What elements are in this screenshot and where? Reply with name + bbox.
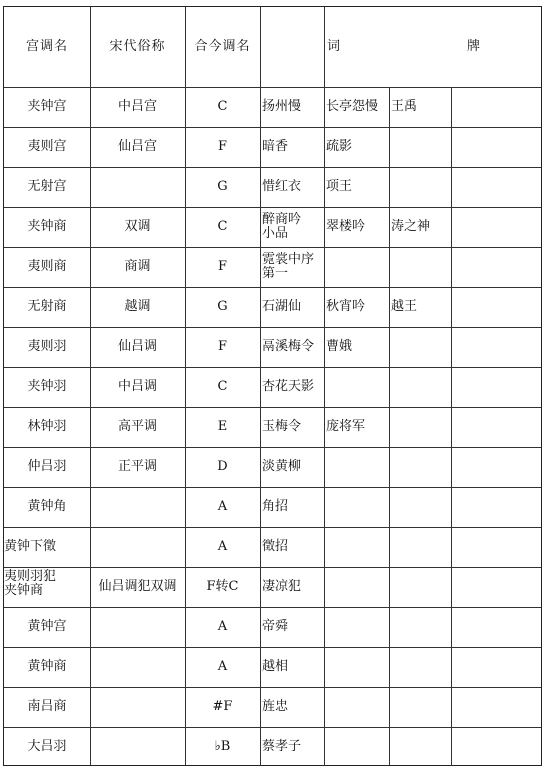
mode-name-cell: 夷则羽 [27,339,67,354]
mode-name-cell: 黄钟商 [27,659,67,674]
tune-title-cell [451,727,541,767]
tune-title-cell: 旌忠 [262,699,289,714]
song-common-name-cell: 中吕调 [117,379,157,394]
tune-title-cell: 角招 [262,499,289,514]
tune-title-cell: 徵招 [262,539,289,554]
song-common-name-cell: 高平调 [117,419,157,434]
tune-title-cell [389,527,451,567]
tune-title-cell [389,367,451,407]
table-row [4,407,541,447]
header-hejin: 合今调名 [194,39,251,54]
modern-key-cell: A [217,659,228,674]
tune-title-cell [389,487,451,527]
table-row [4,647,541,687]
table-row [4,567,541,607]
tune-title-cell: 杏花天影 [262,379,315,394]
modern-key-cell: F转C [206,579,239,594]
tune-title-cell [389,127,451,167]
mode-name-cell: 黄钟宫 [27,619,67,634]
tune-title-cell: 秋宵吟 [326,299,366,314]
tune-title-cell [324,367,389,407]
mode-name-cell: 无射商 [27,299,67,314]
table-row [4,367,541,407]
mode-name-cell: 南吕商 [27,699,67,714]
tune-title-cell [324,447,389,487]
tune-title-cell: 王禹 [391,99,418,114]
tune-title-cell: 越王 [391,299,418,314]
tune-title-cell: 越相 [262,659,289,674]
song-common-name-cell [90,727,185,767]
tune-title-cell [324,607,389,647]
tune-title-cell [451,567,541,607]
tune-title-cell [389,167,451,207]
table-row [4,207,541,247]
song-common-name-cell [90,527,185,567]
song-common-name-cell: 正平调 [117,459,157,474]
tune-title-cell: 霓裳中序 第一 [262,252,315,281]
tune-title-cell [451,287,541,327]
modern-key-cell: A [217,619,228,634]
song-common-name-cell [90,487,185,527]
tune-title-cell [389,727,451,767]
tune-title-cell [451,487,541,527]
table-row [4,607,541,647]
tune-title-cell [324,687,389,727]
table-row [4,447,541,487]
modern-key-cell: A [217,539,228,554]
tune-title-cell [451,167,541,207]
tune-title-cell [389,407,451,447]
tune-title-cell [389,247,451,287]
mode-name-cell: 夷则羽犯 夹钟商 [4,569,57,598]
modern-key-cell: F [217,339,228,354]
tune-title-cell [451,607,541,647]
mode-name-cell: 夷则商 [27,259,67,274]
table-row [4,247,541,287]
modern-key-cell: E [217,419,228,434]
tune-title-cell [324,487,389,527]
table-row [4,527,541,567]
tune-title-cell [324,247,389,287]
tune-title-cell [389,447,451,487]
mode-name-cell: 仲吕羽 [27,459,67,474]
tune-title-cell [451,87,541,127]
song-common-name-cell [90,687,185,727]
modern-key-cell: A [217,499,228,514]
tune-title-cell: 暗香 [262,139,289,154]
tune-title-cell: 凄凉犯 [262,579,302,594]
song-common-name-cell [90,167,185,207]
modern-key-cell: ♭B [214,739,231,754]
tune-title-cell: 蔡孝子 [262,739,302,754]
song-common-name-cell [90,647,185,687]
tune-title-cell: 淡黄柳 [262,459,302,474]
header-gongdiao: 宫调名 [25,39,68,54]
song-common-name-cell: 中吕宫 [117,99,157,114]
tune-title-cell [389,607,451,647]
table-row [4,487,541,527]
tune-mode-table [3,6,542,766]
header-ci: 词 [326,39,341,54]
song-common-name-cell: 仙吕调犯双调 [98,579,177,594]
modern-key-cell: #F [212,699,233,714]
tune-title-cell [324,567,389,607]
tune-title-cell: 项王 [326,179,353,194]
tune-title-cell: 石湖仙 [262,299,302,314]
modern-key-cell: G [217,179,228,194]
modern-key-cell: F [217,259,228,274]
mode-name-cell: 黄钟下徵 [4,539,57,554]
mode-name-cell: 夹钟商 [27,219,67,234]
tune-title-cell: 醉商吟 小品 [262,212,302,241]
modern-key-cell: G [217,299,228,314]
tune-title-cell: 疏影 [326,139,353,154]
header-songdai: 宋代俗称 [109,39,166,54]
table-row [4,727,541,767]
mode-name-cell: 大吕羽 [27,739,67,754]
tune-title-cell: 鬲溪梅令 [262,339,315,354]
tune-title-cell: 扬州慢 [262,99,302,114]
modern-key-cell: D [217,459,228,474]
tune-title-cell [451,207,541,247]
tune-title-cell [451,127,541,167]
modern-key-cell: F [217,139,228,154]
tune-title-cell: 长亭怨慢 [326,99,379,114]
tune-title-cell: 惜红衣 [262,179,302,194]
table-row [4,327,541,367]
tune-title-cell [451,407,541,447]
tune-title-cell: 曹娥 [326,339,353,354]
tune-title-cell: 帝舜 [262,619,289,634]
tune-title-cell: 庞将军 [326,419,366,434]
song-common-name-cell: 双调 [124,219,151,234]
tune-title-cell: 涛之神 [391,219,431,234]
tune-title-cell [324,727,389,767]
tune-title-cell [451,527,541,567]
table-row [4,127,541,167]
tune-title-cell [451,247,541,287]
mode-name-cell: 无射宫 [27,179,67,194]
mode-name-cell: 夷则宫 [27,139,67,154]
tune-title-cell [389,687,451,727]
song-common-name-cell: 仙吕宫 [117,139,157,154]
tune-title-cell [389,327,451,367]
tune-title-cell [324,527,389,567]
modern-key-cell: C [217,99,228,114]
tune-title-cell [451,327,541,367]
mode-name-cell: 夹钟羽 [27,379,67,394]
modern-key-cell: C [217,219,228,234]
mode-name-cell: 林钟羽 [27,419,67,434]
tune-title-cell [451,647,541,687]
mode-name-cell: 黄钟角 [27,499,67,514]
song-common-name-cell [90,607,185,647]
tune-title-cell [451,367,541,407]
table-row [4,167,541,207]
tune-title-cell [389,647,451,687]
modern-key-cell: C [217,379,228,394]
tune-title-cell: 翠楼吟 [326,219,366,234]
tune-title-cell [389,567,451,607]
header-pai: 牌 [466,39,481,54]
tune-title-cell [324,647,389,687]
table-row [4,687,541,727]
mode-name-cell: 夹钟宫 [27,99,67,114]
song-common-name-cell: 越调 [124,299,151,314]
tune-title-cell [451,447,541,487]
tune-title-cell [451,687,541,727]
table-row [4,287,541,327]
table-row [4,87,541,127]
tune-title-cell: 玉梅令 [262,419,302,434]
song-common-name-cell: 商调 [124,259,151,274]
song-common-name-cell: 仙吕调 [117,339,157,354]
